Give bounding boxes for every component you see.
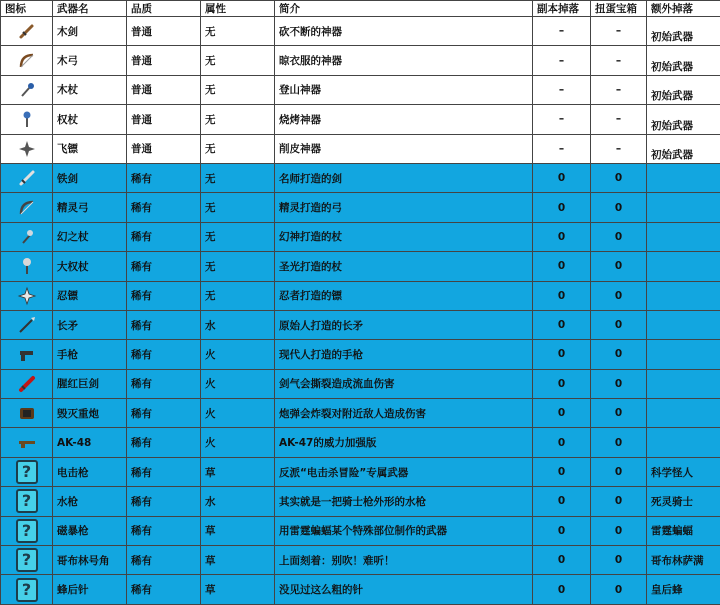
gacha-chest-cell: – <box>591 75 647 104</box>
dungeon-drop-cell: 0 <box>533 428 591 457</box>
gacha-chest-cell: 0 <box>591 222 647 251</box>
description-cell: 没见过这么粗的针 <box>275 575 533 604</box>
header-dungeon-drop: 副本掉落 <box>533 1 591 17</box>
table-row <box>1 163 720 192</box>
quality-cell: 普通 <box>127 17 201 46</box>
table-row <box>1 46 720 75</box>
attribute-cell: 无 <box>201 281 275 310</box>
description-cell: 原始人打造的长矛 <box>275 310 533 339</box>
description-cell: 忍者打造的镖 <box>275 281 533 310</box>
icon-cell <box>1 105 53 134</box>
gacha-chest-cell: – <box>591 17 647 46</box>
description-cell: 晾衣服的神器 <box>275 46 533 75</box>
extra-drop-cell: 皇后蜂 <box>647 575 720 604</box>
dungeon-drop-cell: – <box>533 134 591 163</box>
weapon-name-cell: 毁灭重炮 <box>53 399 127 428</box>
header-attribute: 属性 <box>201 1 275 17</box>
table-row <box>1 369 720 398</box>
extra-drop-cell <box>647 163 720 192</box>
extra-drop-cell <box>647 222 720 251</box>
dungeon-drop-cell: 0 <box>533 222 591 251</box>
extra-drop-cell <box>647 399 720 428</box>
weapon-name-cell: 权杖 <box>53 105 127 134</box>
extra-drop-cell <box>647 281 720 310</box>
weapon-name-cell: 哥布林号角 <box>53 546 127 575</box>
wood-staff-icon <box>17 80 37 100</box>
weapon-name-cell: 精灵弓 <box>53 193 127 222</box>
extra-drop-cell <box>647 340 720 369</box>
table-row <box>1 546 720 575</box>
description-cell: 反派“电击杀冒险”专属武器 <box>275 457 533 486</box>
icon-cell <box>1 163 53 192</box>
weapon-name-cell: 蜂后针 <box>53 575 127 604</box>
scepter-icon <box>17 109 37 129</box>
description-cell: 削皮神器 <box>275 134 533 163</box>
description-cell: 登山神器 <box>275 75 533 104</box>
quality-cell: 稀有 <box>127 193 201 222</box>
weapon-name-cell: 磁暴枪 <box>53 516 127 545</box>
attribute-cell: 草 <box>201 516 275 545</box>
dungeon-drop-cell: 0 <box>533 457 591 486</box>
rifle-icon <box>17 433 37 453</box>
attribute-cell: 水 <box>201 487 275 516</box>
extra-drop-cell <box>647 369 720 398</box>
dungeon-drop-cell: 0 <box>533 340 591 369</box>
gacha-chest-cell: 0 <box>591 575 647 604</box>
dungeon-drop-cell: 0 <box>533 369 591 398</box>
weapon-name-cell: 木剑 <box>53 17 127 46</box>
attribute-cell: 火 <box>201 399 275 428</box>
weapon-name-cell: 水枪 <box>53 487 127 516</box>
table-row <box>1 487 720 516</box>
table-row <box>1 457 720 486</box>
question-block-icon: ? <box>16 519 38 543</box>
extra-drop-cell: 哥布林萨满 <box>647 546 720 575</box>
question-block-icon: ? <box>16 578 38 602</box>
header-quality: 品质 <box>127 1 201 17</box>
weapon-name-cell: 手枪 <box>53 340 127 369</box>
quality-cell: 稀有 <box>127 399 201 428</box>
icon-cell <box>1 546 53 575</box>
icon-cell <box>1 193 53 222</box>
dungeon-drop-cell: 0 <box>533 281 591 310</box>
gacha-chest-cell: – <box>591 134 647 163</box>
quality-cell: 稀有 <box>127 575 201 604</box>
table-row <box>1 281 720 310</box>
gacha-chest-cell: 0 <box>591 281 647 310</box>
quality-cell: 普通 <box>127 46 201 75</box>
dungeon-drop-cell: 0 <box>533 193 591 222</box>
attribute-cell: 无 <box>201 222 275 251</box>
gacha-chest-cell: – <box>591 46 647 75</box>
description-cell: 现代人打造的手枪 <box>275 340 533 369</box>
weapon-name-cell: 大权杖 <box>53 252 127 281</box>
weapon-name-cell: 木弓 <box>53 46 127 75</box>
dungeon-drop-cell: – <box>533 75 591 104</box>
table-row <box>1 134 720 163</box>
icon-cell <box>1 310 53 339</box>
table-row <box>1 575 720 604</box>
description-cell: 上面刻着：别吹！难听！ <box>275 546 533 575</box>
extra-drop-cell <box>647 252 720 281</box>
attribute-cell: 无 <box>201 105 275 134</box>
iron-sword-icon <box>17 168 37 188</box>
cannon-icon <box>17 403 37 423</box>
pistol-icon <box>17 344 37 364</box>
icon-cell <box>1 487 53 516</box>
quality-cell: 稀有 <box>127 546 201 575</box>
gacha-chest-cell: 0 <box>591 340 647 369</box>
gacha-chest-cell: 0 <box>591 487 647 516</box>
description-cell: 剑气会撕裂造成流血伤害 <box>275 369 533 398</box>
dart-icon <box>17 139 37 159</box>
quality-cell: 稀有 <box>127 457 201 486</box>
quality-cell: 普通 <box>127 75 201 104</box>
extra-drop-cell: 死灵骑士 <box>647 487 720 516</box>
quality-cell: 稀有 <box>127 340 201 369</box>
weapon-name-cell: 腥红巨剑 <box>53 369 127 398</box>
extra-drop-cell: 初始武器 <box>647 46 720 75</box>
attribute-cell: 火 <box>201 340 275 369</box>
description-cell: 其实就是一把骑士枪外形的水枪 <box>275 487 533 516</box>
wood-bow-icon <box>17 51 37 71</box>
icon-cell <box>1 340 53 369</box>
icon-cell <box>1 252 53 281</box>
table-row <box>1 428 720 457</box>
gacha-chest-cell: 0 <box>591 546 647 575</box>
icon-cell <box>1 75 53 104</box>
dungeon-drop-cell: – <box>533 105 591 134</box>
gacha-chest-cell: 0 <box>591 163 647 192</box>
icon-cell <box>1 428 53 457</box>
quality-cell: 稀有 <box>127 281 201 310</box>
attribute-cell: 无 <box>201 134 275 163</box>
gacha-chest-cell: 0 <box>591 428 647 457</box>
attribute-cell: 火 <box>201 428 275 457</box>
description-cell: 用雷霆蝙蝠某个特殊部位制作的武器 <box>275 516 533 545</box>
extra-drop-cell <box>647 310 720 339</box>
quality-cell: 普通 <box>127 134 201 163</box>
extra-drop-cell: 初始武器 <box>647 17 720 46</box>
dungeon-drop-cell: 0 <box>533 163 591 192</box>
table-row <box>1 310 720 339</box>
description-cell: 炮弹会炸裂对附近敌人造成伤害 <box>275 399 533 428</box>
attribute-cell: 无 <box>201 193 275 222</box>
table-row <box>1 252 720 281</box>
gacha-chest-cell: 0 <box>591 369 647 398</box>
quality-cell: 稀有 <box>127 369 201 398</box>
dungeon-drop-cell: – <box>533 17 591 46</box>
weapon-name-cell: 忍镖 <box>53 281 127 310</box>
spear-icon <box>17 315 37 335</box>
big-scepter-icon <box>17 256 37 276</box>
weapon-name-cell: 木杖 <box>53 75 127 104</box>
question-block-icon: ? <box>16 460 38 484</box>
weapon-name-cell: 电击枪 <box>53 457 127 486</box>
gacha-chest-cell: 0 <box>591 516 647 545</box>
icon-cell <box>1 369 53 398</box>
quality-cell: 稀有 <box>127 252 201 281</box>
header-gacha-chest: 扭蛋宝箱 <box>591 1 647 17</box>
header-icon: 图标 <box>1 1 53 17</box>
extra-drop-cell: 初始武器 <box>647 105 720 134</box>
extra-drop-cell <box>647 193 720 222</box>
red-greatsword-icon <box>17 374 37 394</box>
table-row <box>1 75 720 104</box>
header-name: 武器名 <box>53 1 127 17</box>
attribute-cell: 无 <box>201 252 275 281</box>
dungeon-drop-cell: – <box>533 46 591 75</box>
dungeon-drop-cell: 0 <box>533 487 591 516</box>
attribute-cell: 水 <box>201 310 275 339</box>
icon-cell <box>1 134 53 163</box>
icon-cell <box>1 575 53 604</box>
header-description: 简介 <box>275 1 533 17</box>
attribute-cell: 草 <box>201 457 275 486</box>
icon-cell <box>1 457 53 486</box>
weapon-name-cell: 长矛 <box>53 310 127 339</box>
question-block-icon: ? <box>16 548 38 572</box>
description-cell: 名师打造的剑 <box>275 163 533 192</box>
extra-drop-cell: 科学怪人 <box>647 457 720 486</box>
quality-cell: 稀有 <box>127 163 201 192</box>
quality-cell: 普通 <box>127 105 201 134</box>
weapon-name-cell: 幻之杖 <box>53 222 127 251</box>
extra-drop-cell <box>647 428 720 457</box>
table-row <box>1 399 720 428</box>
icon-cell <box>1 222 53 251</box>
dungeon-drop-cell: 0 <box>533 310 591 339</box>
description-cell: 圣光打造的杖 <box>275 252 533 281</box>
table-row <box>1 193 720 222</box>
gacha-chest-cell: 0 <box>591 252 647 281</box>
gacha-chest-cell: – <box>591 105 647 134</box>
dungeon-drop-cell: 0 <box>533 575 591 604</box>
extra-drop-cell: 初始武器 <box>647 134 720 163</box>
dungeon-drop-cell: 0 <box>533 399 591 428</box>
table-row <box>1 17 720 46</box>
gacha-chest-cell: 0 <box>591 193 647 222</box>
quality-cell: 稀有 <box>127 487 201 516</box>
description-cell: 幻神打造的杖 <box>275 222 533 251</box>
quality-cell: 稀有 <box>127 310 201 339</box>
wood-sword-icon <box>17 21 37 41</box>
attribute-cell: 无 <box>201 75 275 104</box>
attribute-cell: 无 <box>201 163 275 192</box>
extra-drop-cell: 雷霆蝙蝠 <box>647 516 720 545</box>
quality-cell: 稀有 <box>127 222 201 251</box>
ninja-dart-icon <box>17 286 37 306</box>
icon-cell <box>1 399 53 428</box>
header-row <box>1 1 720 17</box>
description-cell: 精灵打造的弓 <box>275 193 533 222</box>
attribute-cell: 草 <box>201 546 275 575</box>
dungeon-drop-cell: 0 <box>533 516 591 545</box>
attribute-cell: 无 <box>201 46 275 75</box>
dungeon-drop-cell: 0 <box>533 546 591 575</box>
question-block-icon: ? <box>16 489 38 513</box>
gacha-chest-cell: 0 <box>591 399 647 428</box>
attribute-cell: 草 <box>201 575 275 604</box>
elf-bow-icon <box>17 198 37 218</box>
table-row <box>1 516 720 545</box>
weapon-name-cell: AK-48 <box>53 428 127 457</box>
table-row <box>1 340 720 369</box>
quality-cell: 稀有 <box>127 516 201 545</box>
magic-staff-icon <box>17 227 37 247</box>
gacha-chest-cell: 0 <box>591 310 647 339</box>
attribute-cell: 火 <box>201 369 275 398</box>
weapon-name-cell: 铁剑 <box>53 163 127 192</box>
table-row <box>1 105 720 134</box>
table-row <box>1 222 720 251</box>
icon-cell <box>1 17 53 46</box>
gacha-chest-cell: 0 <box>591 457 647 486</box>
icon-cell <box>1 281 53 310</box>
description-cell: 烧烤神器 <box>275 105 533 134</box>
quality-cell: 稀有 <box>127 428 201 457</box>
description-cell: 砍不断的神器 <box>275 17 533 46</box>
header-extra-drop: 额外掉落 <box>647 1 720 17</box>
icon-cell <box>1 46 53 75</box>
attribute-cell: 无 <box>201 17 275 46</box>
weapon-name-cell: 飞镖 <box>53 134 127 163</box>
icon-cell <box>1 516 53 545</box>
dungeon-drop-cell: 0 <box>533 252 591 281</box>
extra-drop-cell: 初始武器 <box>647 75 720 104</box>
description-cell: AK-47的威力加强版 <box>275 428 533 457</box>
